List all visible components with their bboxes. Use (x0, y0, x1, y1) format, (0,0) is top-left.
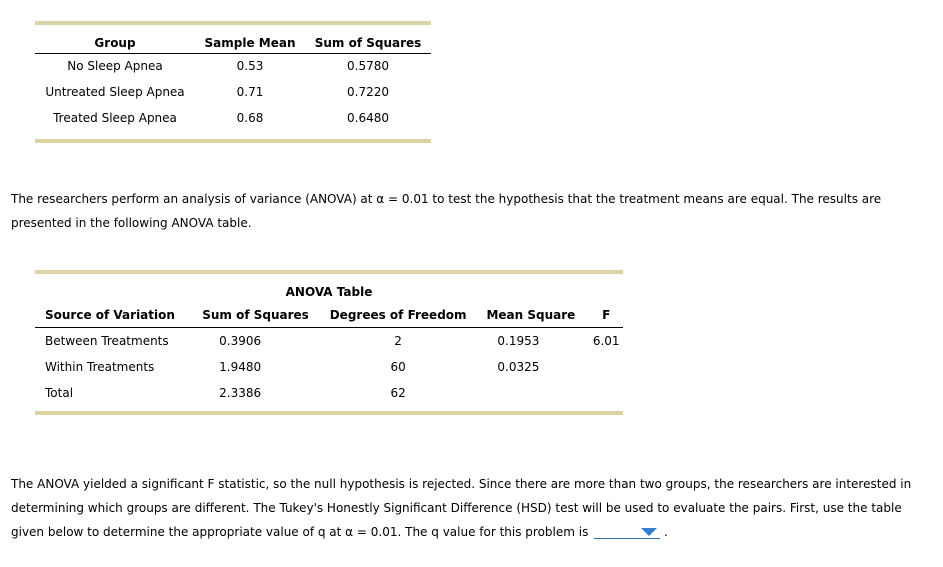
cell-sum-of-squares: 0.6480 (347, 111, 389, 125)
cell-sum-of-squares: 2.3386 (219, 386, 262, 400)
sentence-period: . (664, 525, 668, 539)
header-source: Source of Variation (45, 308, 175, 322)
cell-f (589, 380, 623, 406)
cell-sample-mean: 0.53 (236, 59, 264, 73)
tukey-hsd-paragraph: The ANOVA yielded a significant F statistic, so the null hypothesis is rejected. Since there are more than two groups, the researchers are interested in determining which groups are different. The Tukey's Honestly Significant Difference (HSD) test will be used to evaluate the pairs. First, use the table given below to determine the appropriate value of q at α = 0.01. The q value for this problem is (11, 477, 912, 539)
table-row (35, 105, 431, 131)
header-sum-of-squares: Sum of Squares (314, 36, 422, 50)
table1-bottom-rule (35, 139, 431, 143)
table-header-row (35, 302, 623, 328)
cell-f: 6.01 (592, 334, 620, 348)
cell-degrees-of-freedom: 62 (390, 386, 406, 400)
cell-sum-of-squares: 0.5780 (347, 59, 389, 73)
header-degrees-of-freedom: Degrees of Freedom (329, 308, 467, 322)
table2-top-rule (35, 270, 623, 274)
chevron-down-icon[interactable] (641, 528, 657, 536)
table2-header-divider (35, 327, 623, 328)
cell-group: No Sleep Apnea (67, 59, 163, 73)
table-header-row (35, 33, 431, 53)
q-value-dropdown[interactable] (594, 523, 660, 539)
cell-sum-of-squares: 0.7220 (347, 85, 389, 99)
header-sum-of-squares: Sum of Squares (202, 308, 309, 322)
cell-group: Treated Sleep Apnea (53, 111, 177, 125)
table2-bottom-rule (35, 411, 623, 415)
cell-mean-square: 0.0325 (497, 360, 540, 374)
header-sample-mean: Sample Mean (204, 36, 296, 50)
cell-sum-of-squares: 1.9480 (219, 360, 262, 374)
table-row (35, 328, 623, 354)
header-mean-square: Mean Square (486, 308, 576, 322)
table-title-row (35, 282, 623, 302)
anova-table (35, 282, 623, 406)
cell-group: Untreated Sleep Apnea (45, 85, 185, 99)
anova-table-title: ANOVA Table (285, 285, 373, 299)
cell-degrees-of-freedom: 60 (390, 360, 406, 374)
cell-source: Total (45, 386, 74, 400)
cell-sample-mean: 0.71 (236, 85, 264, 99)
cell-sample-mean: 0.68 (236, 111, 264, 125)
cell-source: Within Treatments (45, 360, 155, 374)
cell-source: Between Treatments (45, 334, 169, 348)
cell-sum-of-squares: 0.3906 (219, 334, 262, 348)
table-row (35, 354, 623, 380)
group-summary-table (35, 33, 431, 131)
table-row (35, 380, 623, 406)
table1-top-rule (35, 21, 431, 25)
cell-f (589, 354, 623, 380)
anova-intro-text: The researchers perform an analysis of variance (ANOVA) at α = 0.01 to test the hypothesis that the treatment means are equal. The results are presented in the following ANOVA table. (11, 192, 882, 230)
cell-mean-square (472, 380, 589, 406)
tukey-hsd-text (11, 472, 931, 544)
table-row (35, 53, 431, 79)
cell-degrees-of-freedom: 2 (394, 334, 402, 348)
table1-header-divider (35, 53, 431, 54)
table-row (35, 79, 431, 105)
header-group: Group (94, 36, 136, 50)
cell-mean-square: 0.1953 (497, 334, 540, 348)
header-f: F (602, 308, 611, 322)
